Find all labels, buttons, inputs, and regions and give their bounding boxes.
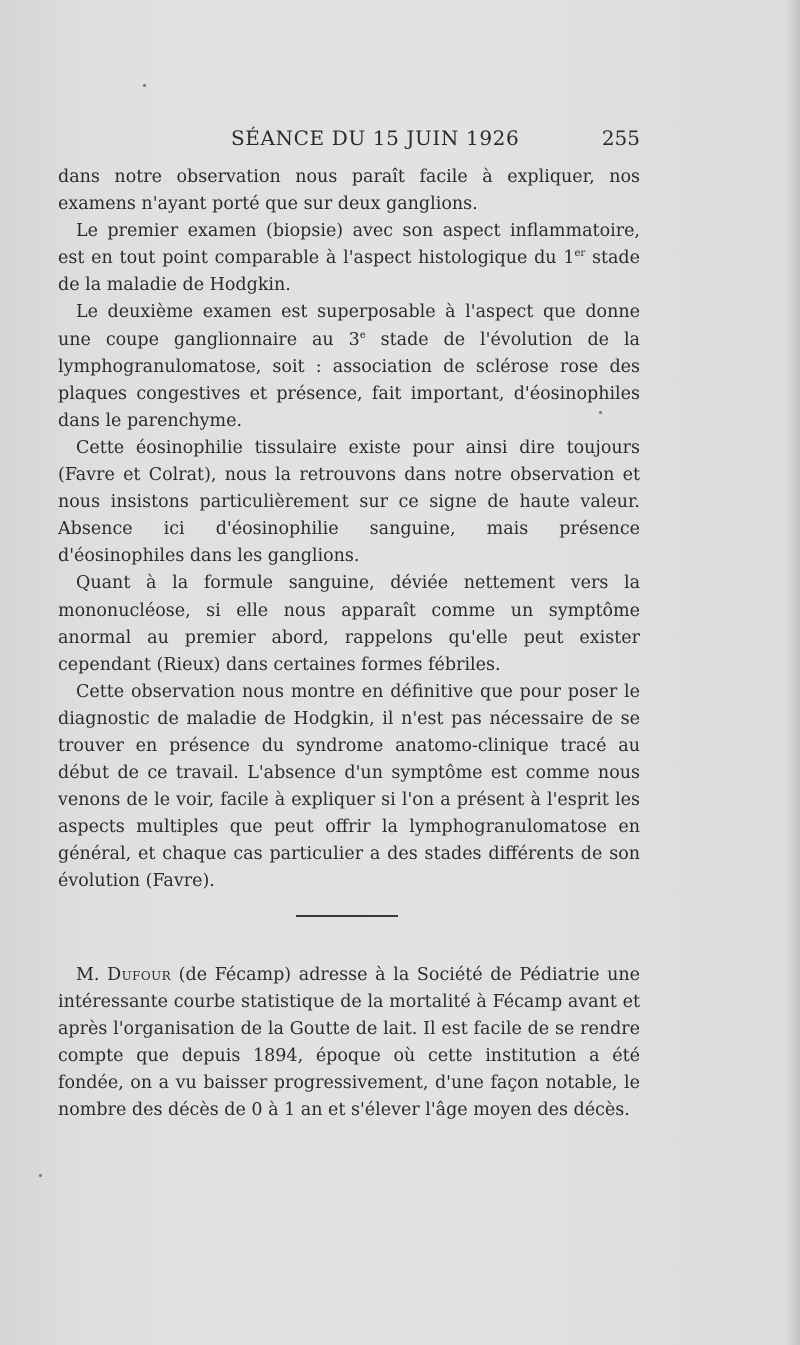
paragraph-continuation: dans notre observation nous paraît facile à expliquer, nos examens n'ayant porté que sur deux ganglions. xyxy=(58,167,640,215)
paragraph-blood-formula: Quant à la formule sanguine, déviée nettement vers la mononucléose, si elle nous apparaît comme un symptôme anormal au premier abord, rappelons qu'elle peut exister cependant (Rieux) dans certaines formes fébriles. xyxy=(58,573,640,675)
main-text xyxy=(58,164,640,896)
paragraph-text: Le premier examen (biopsie) avec son aspect inflammatoire, est en tout point comparable à l'aspect histologique du 1 xyxy=(58,221,640,269)
scan-speck xyxy=(599,411,602,414)
scan-speck xyxy=(39,1174,42,1177)
note-text: (de Fécamp) adresse à la Société de Pédiatrie une intéressante courbe statistique de la mortalité à Fécamp avant et après l'organisation de la Goutte de lait. Il est facile de se rendre compte que depuis 1894, époque où cette institution a été fondée, on a vu baisser progressivement, d'une façon notable, le nombre des décès de 0 à 1 an et s'élever l'âge moyen des décès. xyxy=(58,965,640,1121)
page-header xyxy=(58,122,640,154)
paragraph-text: Le deuxième examen est superposable à l'aspect que donne une coupe ganglionnaire au 3 xyxy=(58,302,640,350)
scan-speck xyxy=(143,84,146,87)
paragraph-text: stade de l'évolution de la lymphogranulomatose, soit : association de sclérose rose des plaques congestives et présence, fait important, d'éosinophiles dans le parenchyme. xyxy=(58,329,640,431)
dufour-note xyxy=(58,962,640,1125)
superscript: er xyxy=(574,248,586,260)
paragraph-first-exam xyxy=(58,218,640,299)
paragraph-text: stade de la maladie de Hodgkin. xyxy=(58,248,640,296)
paragraph-second-exam xyxy=(58,299,640,434)
paragraph-eosinophilia: Cette éosinophilie tissulaire existe pour ainsi dire toujours (Favre et Colrat), nous la retrouvons dans notre observation et nous insistons particulièrement sur ce signe de haute valeur. Absence ici d'éosinophilie sanguine, mais présence d'éosinophiles dans les ganglions. xyxy=(58,437,640,567)
page-number: 255 xyxy=(601,126,640,150)
note-title: M. xyxy=(76,965,100,985)
author-name: Dufour xyxy=(107,965,172,985)
note-paragraph xyxy=(58,962,640,1125)
paragraph-conclusion: Cette observation nous montre en définitive que pour poser le diagnostic de maladie de Hodgkin, il n'est pas nécessaire de se trouver en présence du syndrome anatomo-clinique tracé au début de ce travail. L'absence d'un symptôme est comme nous venons de le voir, facile à expliquer si l'on a présent à l'esprit les aspects multiples que peut offrir la lymphogranulomatose en général, et chaque cas particulier a des stades différents de son évolution (Favre). xyxy=(58,681,640,892)
running-head: SÉANCE DU 15 JUIN 1926 xyxy=(231,126,520,150)
section-divider xyxy=(296,915,398,917)
page-edge-shadow xyxy=(786,0,800,1345)
superscript: e xyxy=(359,329,366,341)
